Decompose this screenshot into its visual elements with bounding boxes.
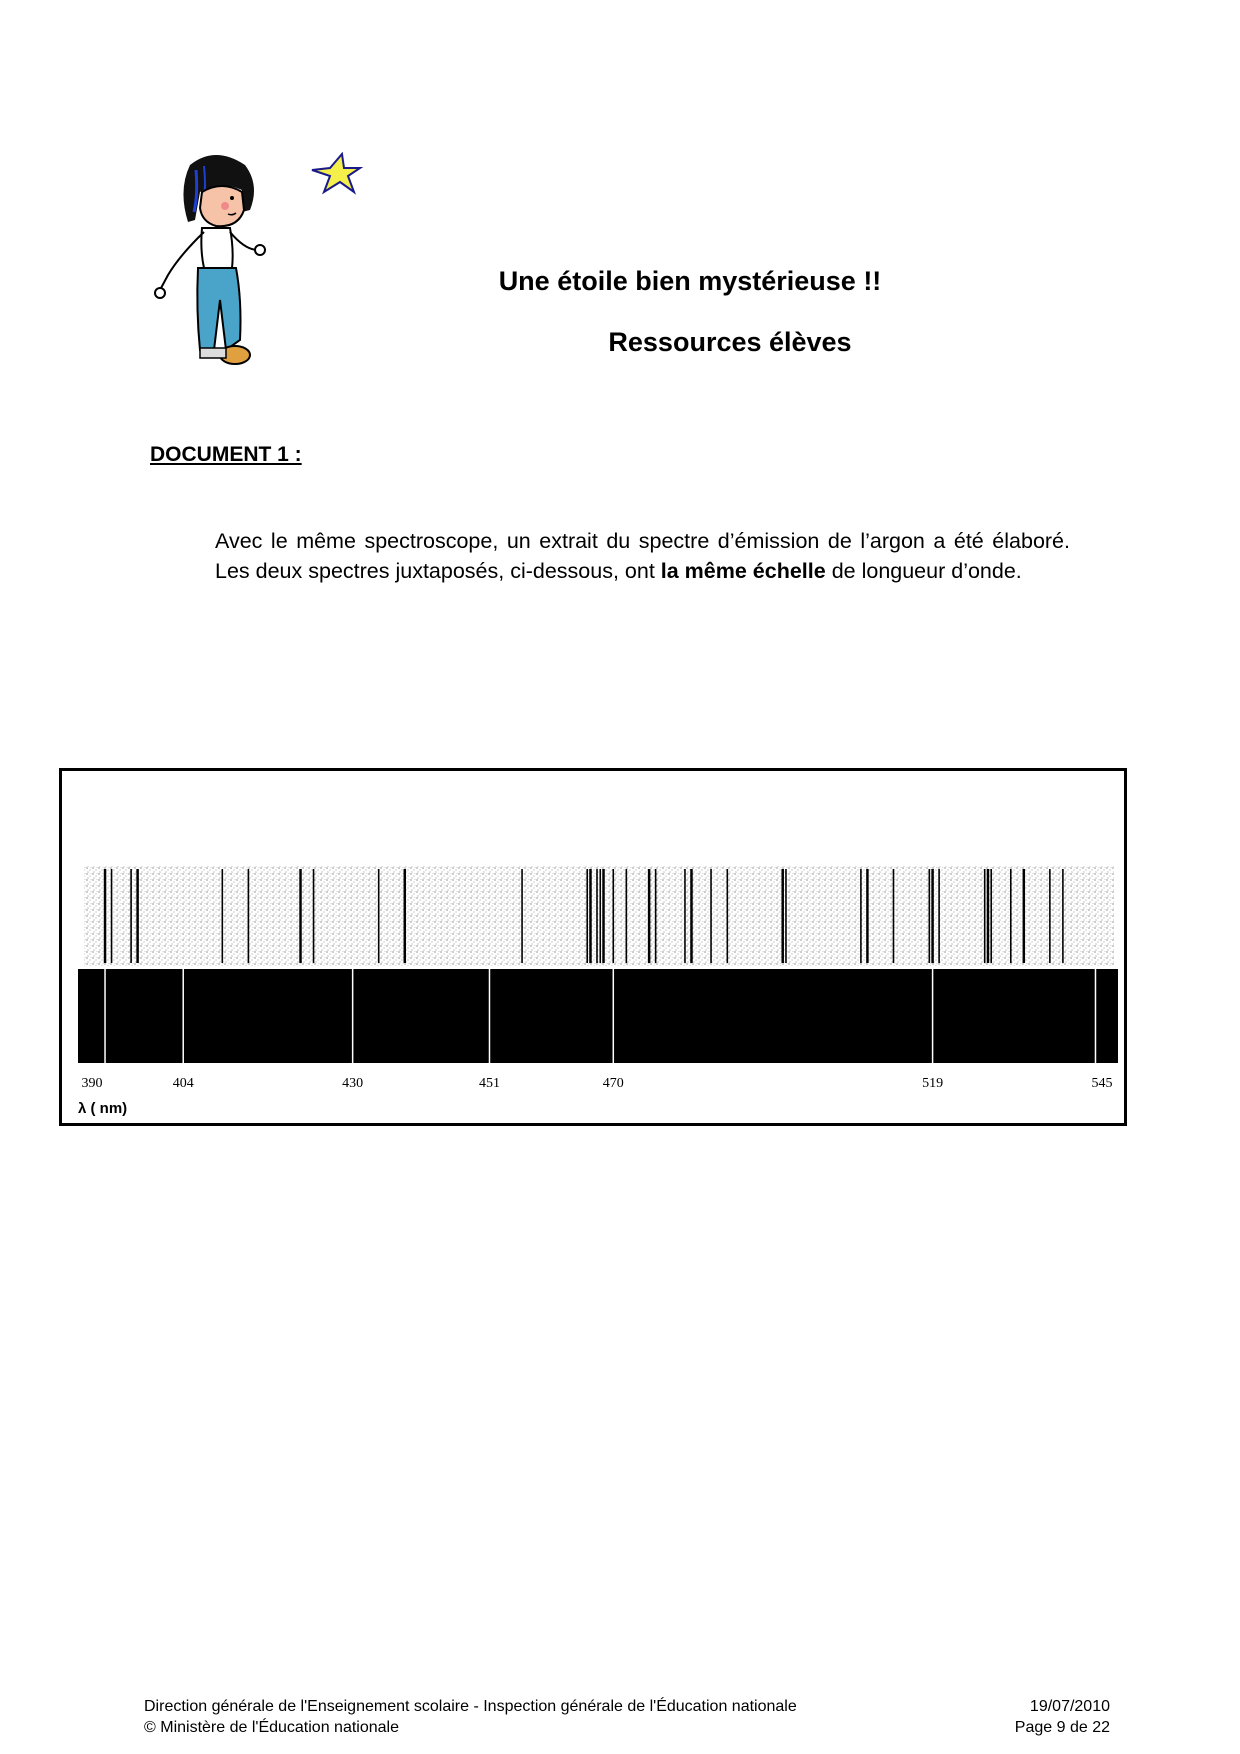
page-subtitle: Ressources élèves	[608, 327, 852, 357]
axis-label: λ ( nm)	[78, 1100, 128, 1117]
tick-label: 451	[478, 1076, 500, 1091]
footer-date: 19/07/2010	[1029, 1698, 1110, 1715]
intro-paragraph	[215, 526, 1070, 616]
footer-copyright: © Ministère de l'Éducation nationale	[144, 1719, 399, 1736]
footer-page-number: Page 9 de 22	[1014, 1719, 1110, 1736]
tick-label: 404	[172, 1076, 194, 1091]
spectrum-figure	[59, 768, 1127, 1126]
tick-label: 390	[81, 1076, 103, 1091]
tick-labels-group	[82, 1076, 1113, 1091]
page-title: Une étoile bien mystérieuse !!	[498, 266, 882, 296]
emission-spectrum-band	[78, 969, 1118, 1063]
footer-left	[144, 1696, 797, 1738]
footer-right	[960, 1696, 1110, 1738]
absorption-spectrum-band	[84, 866, 1114, 966]
tick-label: 470	[602, 1076, 624, 1091]
paragraph-text-1: Avec le même spectroscope, un extrait du spectre d’émission de l’argon a été élaboré. Les deux spectres juxtaposés, ci-dessous, ont	[215, 529, 1070, 583]
tick-label: 545	[1091, 1076, 1113, 1091]
paragraph-text-2: de longueur d’onde.	[825, 559, 1022, 583]
tick-label: 430	[342, 1076, 364, 1091]
spectrum-chart	[62, 771, 1124, 1123]
student-girl-illustration	[150, 150, 270, 375]
footer-institution: Direction générale de l'Enseignement scolaire - Inspection générale de l'Éducation nationale	[144, 1698, 797, 1715]
section-label: DOCUMENT 1 :	[150, 443, 302, 466]
tick-label: 519	[922, 1076, 944, 1091]
paragraph-bold-text: la même échelle	[660, 559, 826, 583]
star-icon	[308, 152, 364, 196]
